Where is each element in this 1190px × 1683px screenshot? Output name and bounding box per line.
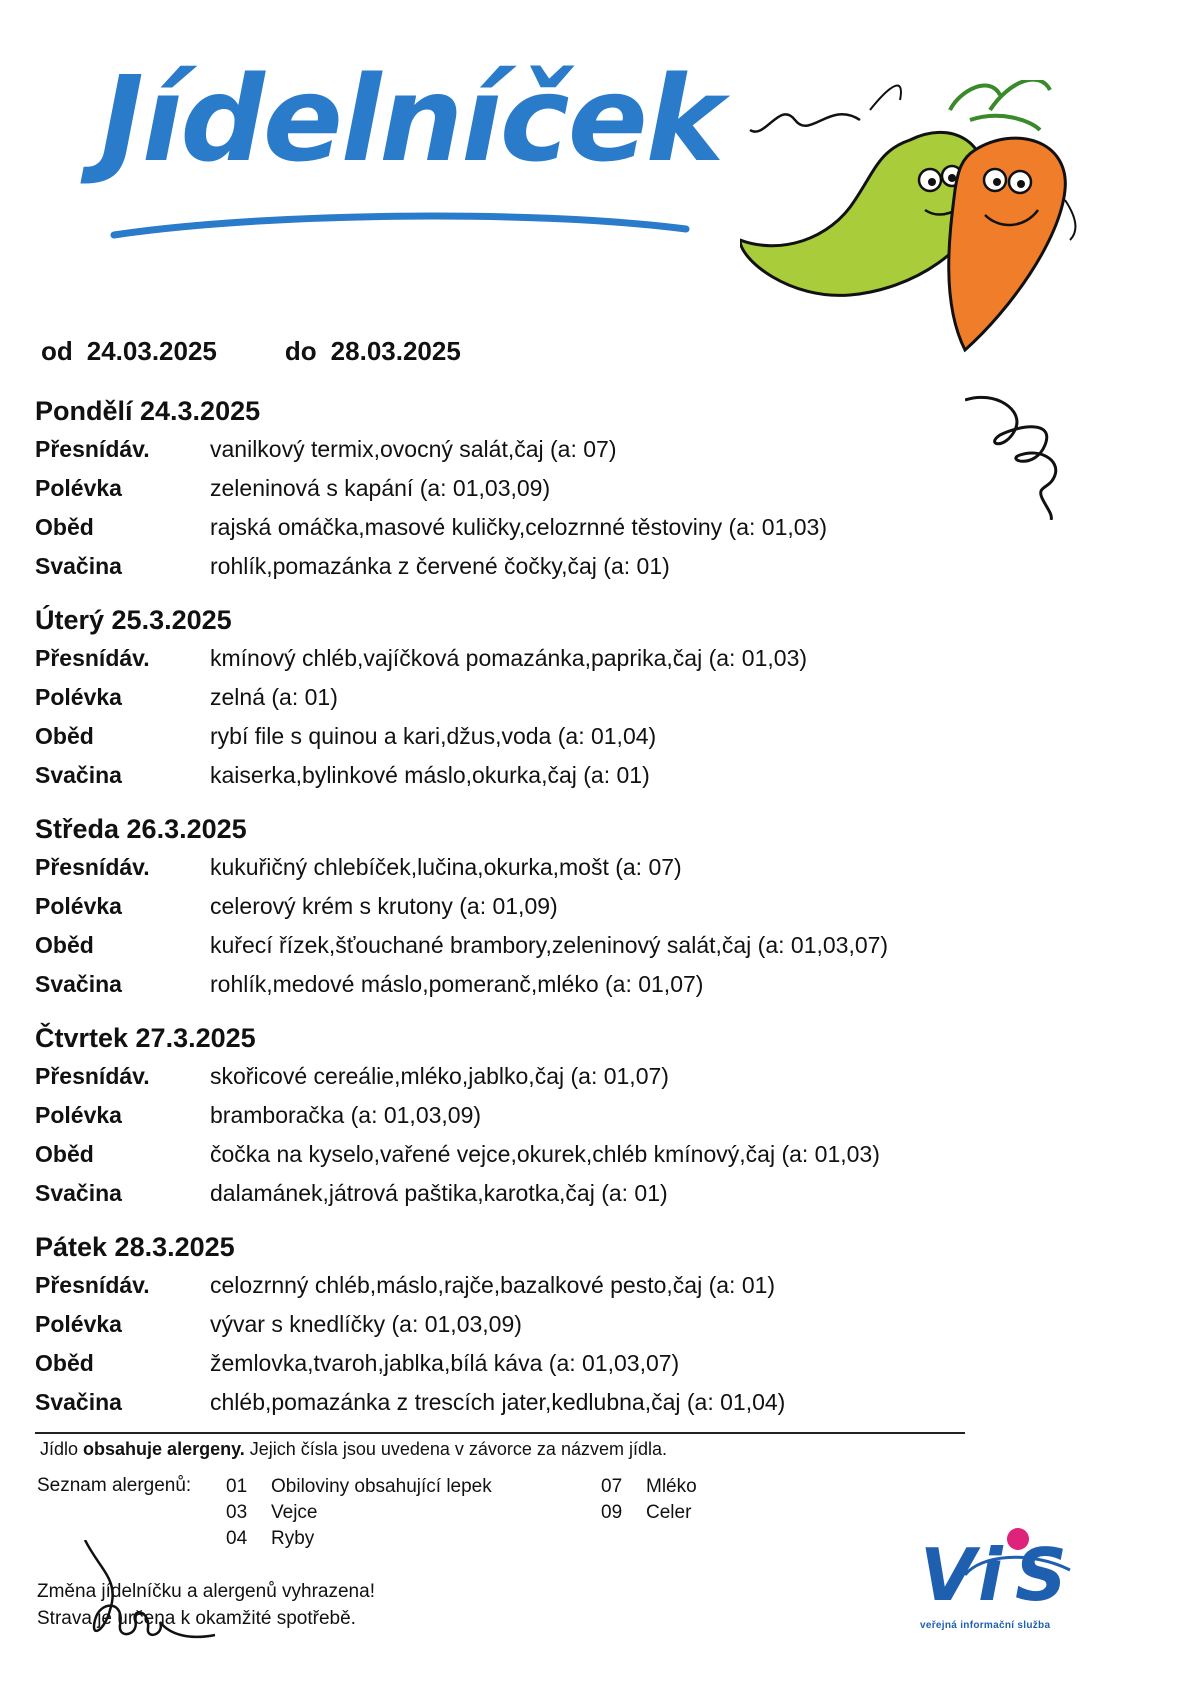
- meal-food: bramboračka (a: 01,03,09): [210, 1102, 482, 1128]
- meal-food: zelná (a: 01): [210, 684, 338, 710]
- footer-line: Změna jídelníčku a alergenů vyhrazena!: [37, 1581, 375, 1602]
- meal-label: Svačina: [35, 1389, 122, 1415]
- meal-row: [35, 639, 807, 678]
- meal-food: vývar s knedlíčky (a: 01,03,09): [210, 1311, 522, 1337]
- allergen-code: 09: [601, 1502, 623, 1523]
- meal-label: Oběd: [35, 723, 94, 749]
- allergen-code: 03: [226, 1502, 248, 1523]
- divider: [35, 1432, 965, 1434]
- meal-label: Svačina: [35, 971, 122, 997]
- allergen-name: Vejce: [271, 1502, 318, 1523]
- meal-row: [35, 1135, 880, 1174]
- signature: [80, 1540, 220, 1650]
- allergen-item: [601, 1474, 697, 1500]
- meal-row: [35, 717, 807, 756]
- meal-label: Oběd: [35, 932, 94, 958]
- meal-food: kmínový chléb,vajíčková pomazánka,paprika,čaj (a: 01,03): [210, 645, 808, 671]
- meal-row: [35, 1383, 785, 1422]
- day-title: Pondělí 24.3.2025: [35, 396, 261, 426]
- meal-food: kuřecí řízek,šťouchané brambory,zeleninový salát,čaj (a: 01,03,07): [210, 932, 889, 958]
- day-section: [35, 601, 807, 795]
- note-bold: obsahuje alergeny.: [83, 1439, 245, 1459]
- meal-food: rajská omáčka,masové kuličky,celozrnné těstoviny (a: 01,03): [210, 514, 828, 540]
- meal-food: vanilkový termix,ovocný salát,čaj (a: 07): [210, 436, 617, 462]
- to-date: 28.03.2025: [330, 336, 461, 366]
- vis-logo: [920, 1525, 1090, 1620]
- meal-label: Polévka: [35, 475, 122, 501]
- allergen-note: [40, 1439, 667, 1460]
- meal-label: Přesnídáv.: [35, 854, 150, 880]
- meal-food: rohlík,medové máslo,pomeranč,mléko (a: 01,07): [210, 971, 704, 997]
- svg-text:i: i: [978, 1533, 1003, 1617]
- to-label: do: [284, 336, 317, 366]
- allergen-item: [226, 1500, 492, 1526]
- allergen-name: Mléko: [646, 1476, 697, 1497]
- allergen-name: Celer: [646, 1502, 692, 1523]
- meal-row: [35, 1174, 880, 1213]
- page-title: Jídelníček: [100, 50, 723, 188]
- meal-row: [35, 1344, 785, 1383]
- from-label: od: [41, 336, 73, 366]
- day-title: Čtvrtek 27.3.2025: [35, 1023, 256, 1053]
- meal-label: Polévka: [35, 684, 122, 710]
- meal-label: Oběd: [35, 1141, 94, 1167]
- title-swoosh: [110, 205, 690, 245]
- meal-row: [35, 926, 888, 965]
- day-title: Pátek 28.3.2025: [35, 1232, 235, 1262]
- meal-food: čočka na kyselo,vařené vejce,okurek,chléb kmínový,čaj (a: 01,03): [210, 1141, 880, 1167]
- meal-row: [35, 887, 888, 926]
- meal-row: [35, 1057, 880, 1096]
- allergen-code: 04: [226, 1528, 248, 1549]
- meal-food: dalamánek,játrová paštika,karotka,čaj (a: 01): [210, 1180, 668, 1206]
- meal-row: [35, 965, 888, 1004]
- meal-food: rybí file s quinou a kari,džus,voda (a: 01,04): [210, 723, 657, 749]
- meal-label: Oběd: [35, 514, 94, 540]
- allergen-item: [226, 1474, 492, 1500]
- meal-row: [35, 547, 827, 586]
- allergen-item: [601, 1500, 697, 1526]
- meal-label: Oběd: [35, 1350, 94, 1376]
- meal-label: Svačina: [35, 553, 122, 579]
- svg-text:S: S: [1015, 1533, 1067, 1617]
- meal-row: [35, 848, 888, 887]
- meal-row: [35, 678, 807, 717]
- meal-row: [35, 508, 827, 547]
- meal-food: zeleninová s kapání (a: 01,03,09): [210, 475, 551, 501]
- vegetables-illustration: [740, 80, 1080, 370]
- meal-label: Svačina: [35, 762, 122, 788]
- footer-line: Strava je určena k okamžité spotřebě.: [37, 1608, 356, 1629]
- meal-food: kukuřičný chlebíček,lučina,okurka,mošt (a: 07): [210, 854, 682, 880]
- date-range: [41, 336, 475, 367]
- allergen-item: [226, 1526, 492, 1552]
- svg-text:V: V: [920, 1533, 976, 1617]
- meal-label: Přesnídáv.: [35, 1272, 150, 1298]
- day-section: [35, 810, 888, 1004]
- allergen-code: 01: [226, 1476, 248, 1497]
- decorative-squiggle: [965, 390, 1075, 520]
- from-date: 24.03.2025: [86, 336, 217, 366]
- meal-food: celozrnný chléb,máslo,rajče,bazalkové pesto,čaj (a: 01): [210, 1272, 776, 1298]
- allergen-code: 07: [601, 1476, 623, 1497]
- meal-food: chléb,pomazánka z trescích jater,kedlubna,čaj (a: 01,04): [210, 1389, 786, 1415]
- meal-food: rohlík,pomazánka z červené čočky,čaj (a: 01): [210, 553, 670, 579]
- meal-row: [35, 1096, 880, 1135]
- meal-row: [35, 469, 827, 508]
- meal-food: kaiserka,bylinkové máslo,okurka,čaj (a: 01): [210, 762, 650, 788]
- meal-row: [35, 756, 807, 795]
- day-title: Středa 26.3.2025: [35, 814, 247, 844]
- meal-label: Přesnídáv.: [35, 1063, 150, 1089]
- day-title: Úterý 25.3.2025: [35, 605, 232, 635]
- meal-food: celerový krém s krutony (a: 01,09): [210, 893, 558, 919]
- meal-row: [35, 1266, 785, 1305]
- meal-food: skořicové cereálie,mléko,jablko,čaj (a: 01,07): [210, 1063, 669, 1089]
- day-section: [35, 1019, 880, 1213]
- meal-label: Přesnídáv.: [35, 645, 150, 671]
- allergen-name: Obiloviny obsahující lepek: [271, 1476, 492, 1497]
- meal-label: Polévka: [35, 1311, 122, 1337]
- allergen-list-right: [601, 1474, 697, 1526]
- meal-label: Svačina: [35, 1180, 122, 1206]
- day-section: [35, 392, 827, 586]
- note-rest: Jejich čísla jsou uvedena v závorce za názvem jídla.: [249, 1439, 667, 1459]
- meal-label: Přesnídáv.: [35, 436, 150, 462]
- meal-food: žemlovka,tvaroh,jablka,bílá káva (a: 01,03,07): [210, 1350, 680, 1376]
- meal-label: Polévka: [35, 1102, 122, 1128]
- allergen-list-label: Seznam alergenů:: [37, 1475, 192, 1496]
- note-prefix: Jídlo: [40, 1439, 79, 1459]
- day-section: [35, 1228, 785, 1422]
- meal-row: [35, 430, 827, 469]
- allergen-list-left: [226, 1474, 492, 1552]
- meal-row: [35, 1305, 785, 1344]
- meal-label: Polévka: [35, 893, 122, 919]
- logo-subtitle: veřejná informační služba: [920, 1620, 1051, 1631]
- allergen-name: Ryby: [271, 1528, 315, 1549]
